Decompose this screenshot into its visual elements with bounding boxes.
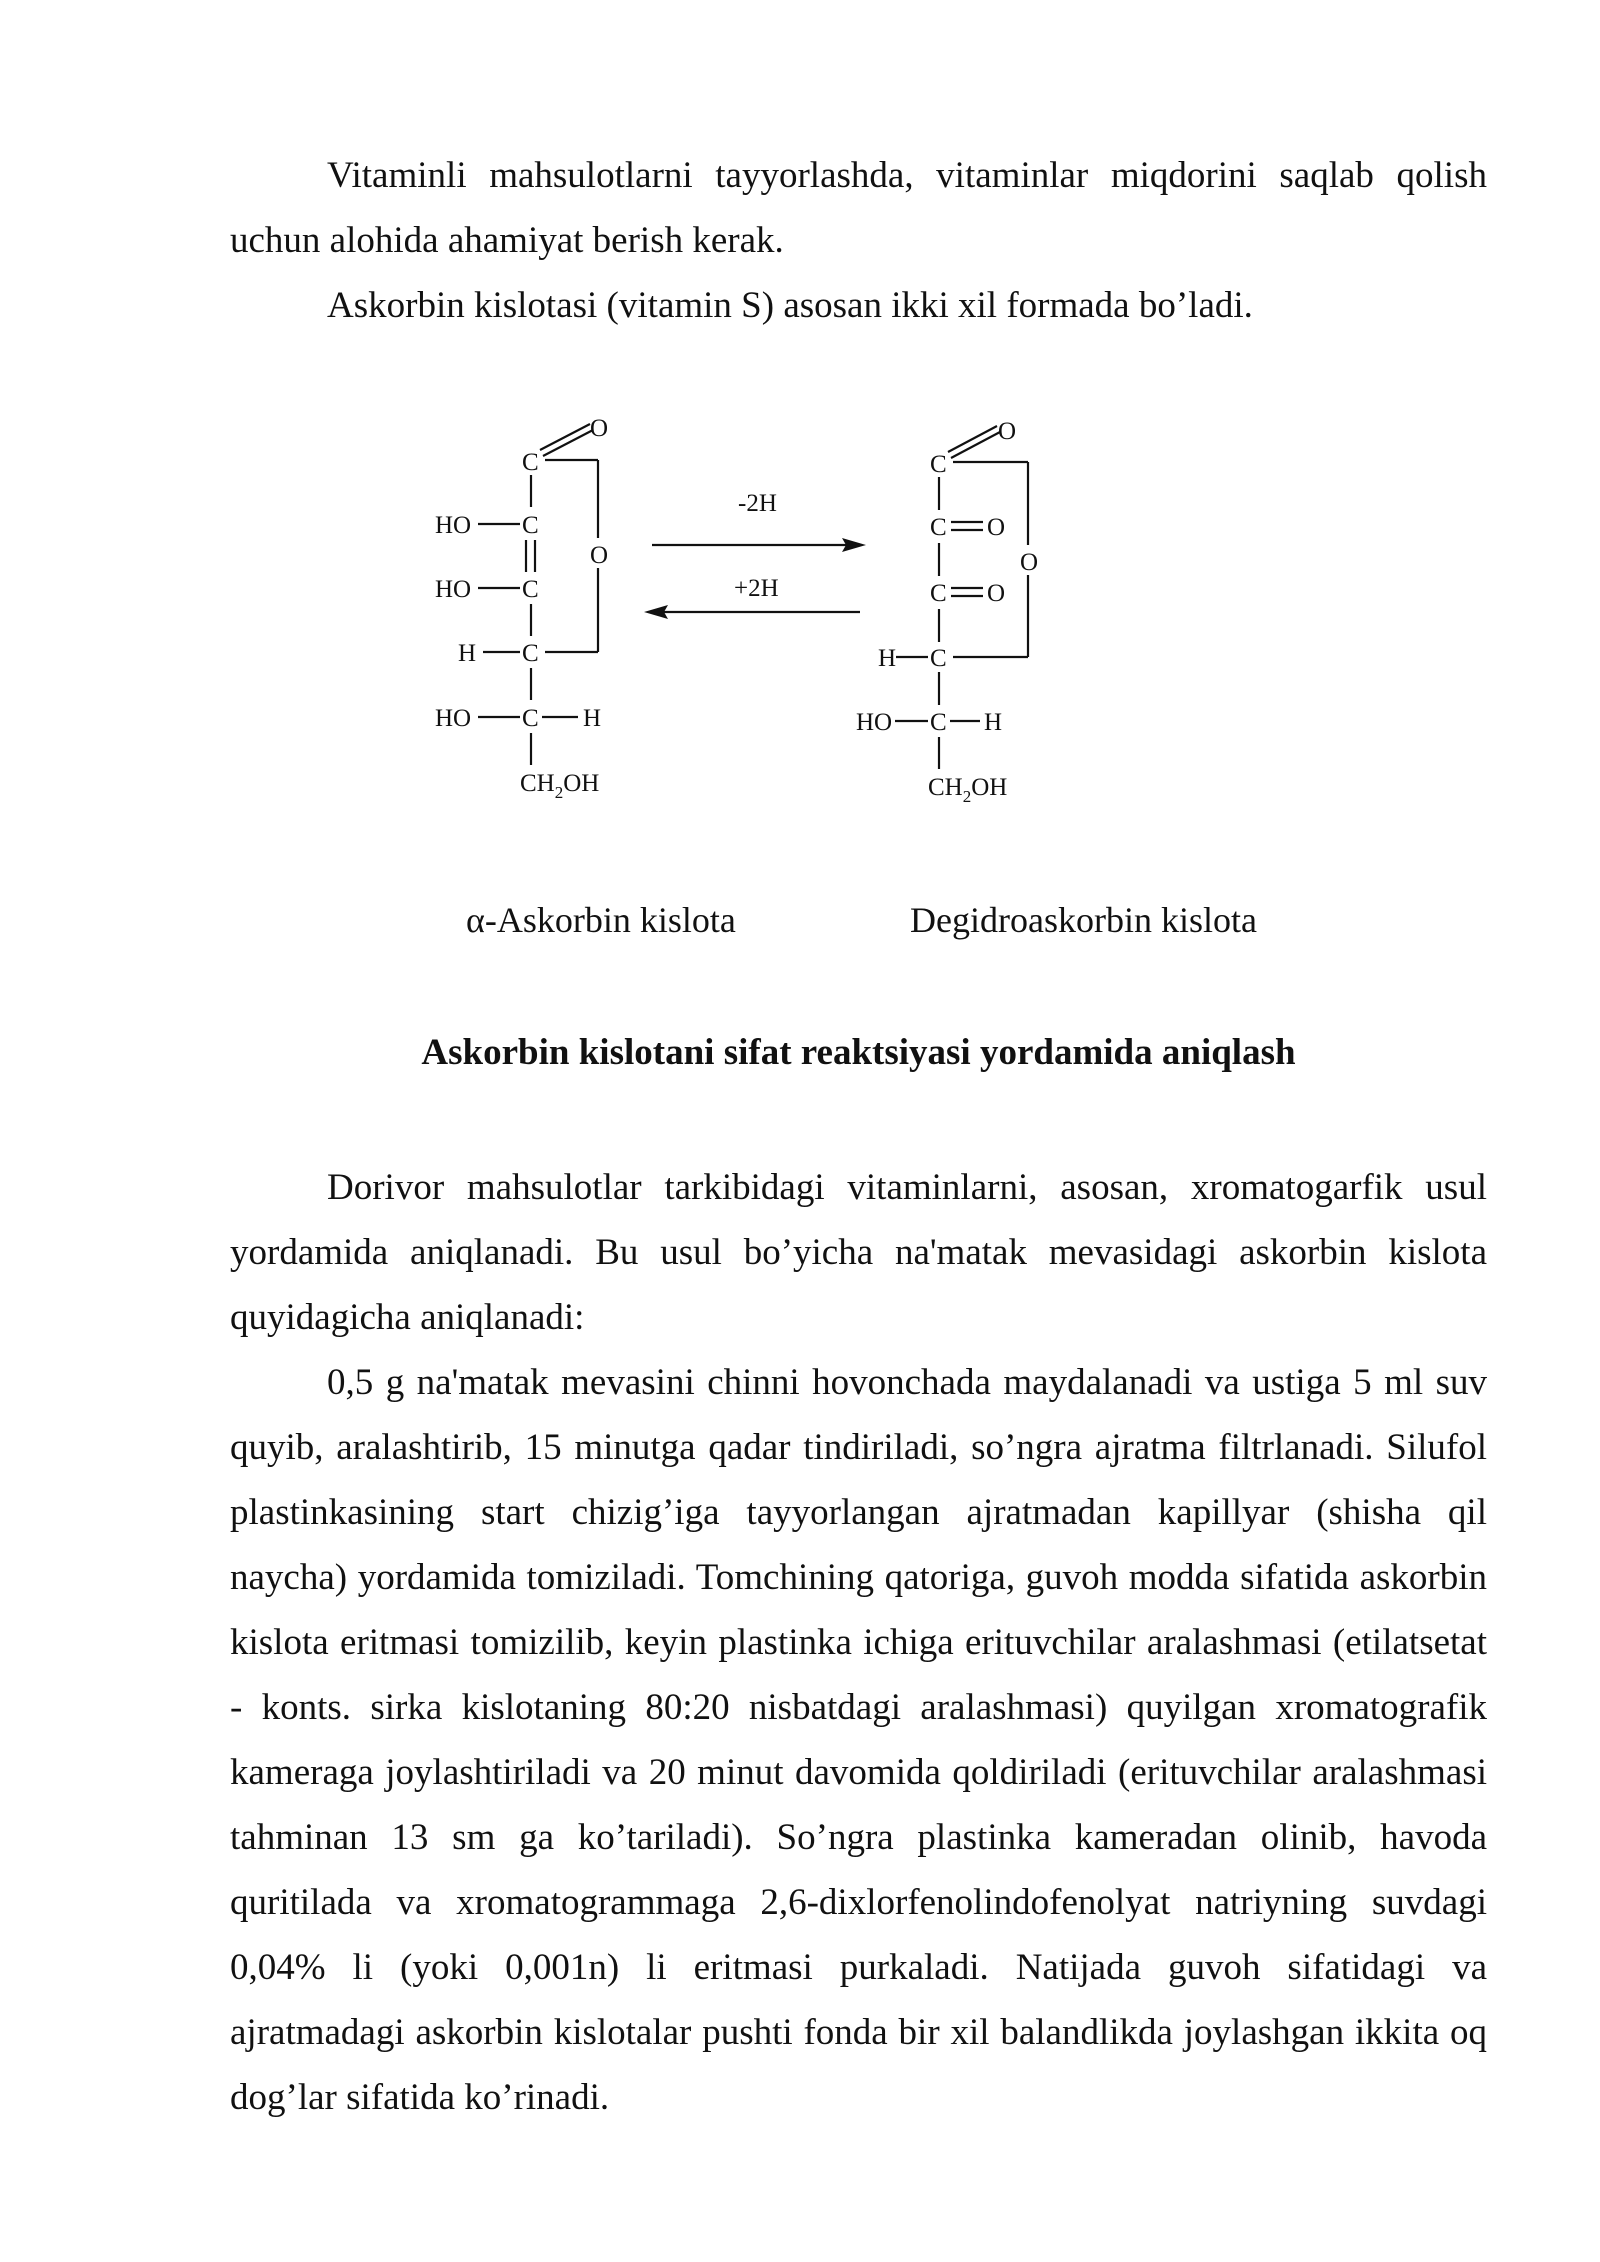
left-c3: C — [522, 576, 539, 603]
left-h5: H — [583, 705, 602, 732]
right-ch2oh: $CH_2OH$ — [928, 774, 1008, 806]
left-o-top: O — [590, 415, 609, 442]
right-o3: O — [987, 580, 1006, 607]
caption-ascorbic-acid: α-Askorbin kislota — [466, 900, 736, 940]
intro-paragraph-1: Vitaminli mahsulotlarni tayyorlashda, vitaminlar miqdorini saqlab qolish uchun alohida ahamiyat berish kerak. — [230, 155, 1487, 261]
right-c1: C — [930, 451, 947, 478]
left-ho1: HO — [435, 512, 472, 539]
left-h4: H — [458, 640, 477, 667]
left-c1: C — [522, 449, 539, 476]
section-heading: Askorbin kislotani sifat reaktsiyasi yordamida aniqlash — [421, 1032, 1296, 1073]
right-ho5: HO — [856, 709, 893, 736]
right-c3: C — [930, 580, 947, 607]
left-c5: C — [522, 705, 539, 732]
right-c5: C — [930, 709, 947, 736]
right-h5: H — [984, 709, 1003, 736]
right-c2: C — [930, 514, 947, 541]
intro-paragraph-2: Askorbin kislotasi (vitamin S) asosan ikki xil formada bo’ladi. — [327, 285, 1253, 326]
reaction-arrows — [644, 490, 866, 619]
left-c4: C — [522, 640, 539, 667]
body-text — [230, 1155, 1487, 2130]
right-ring-o: O — [1020, 549, 1039, 576]
right-c4: C — [930, 645, 947, 672]
right-h4: H — [878, 645, 897, 672]
reduction-label: +2H — [734, 575, 779, 602]
left-ch2oh: $CH_2OH$ — [520, 770, 600, 802]
left-ring-o: O — [590, 542, 609, 569]
left-c2: C — [522, 512, 539, 539]
body-paragraph-1: Dorivor mahsulotlar tarkibidagi vitaminlarni, asosan, xromatogarfik usul yordamida aniqlanadi. Bu usul bo’yicha na'matak mevasidagi askorbin kislota quyidagicha aniqlanadi: — [230, 1167, 1487, 1338]
body-paragraph-2: 0,5 g na'matak mevasini chinni hovonchada maydalanadi va ustiga 5 ml suv quyib, aralashtirib, 15 minutga qadar tindiriladi, so’ngra ajratma filtrlanadi. Silufol plastinkasining start chizig’iga tayyorlangan ajratmadan kapillyar (shisha qil naycha) yordamida tomiziladi. Tomchining qatoriga, guvoh modda sifatida askorbin kislota eritmasi tomizilib, keyin plastinka ichiga erituvchilar aralashmasi (etilatsetat - konts. sirka kislotaning 80:20 nisbatdagi aralashmasi) quyilgan xromatografik kameraga joylashtiriladi va 20 minut davomida qoldiriladi (erituvchilar aralashmasi tahminan 13 sm ga ko’tariladi). So’ngra plastinka kameradan olinib, havoda quritilada va xromatogrammaga 2,6-dixlorfenolindofenolyat natriyning suvdagi 0,04% li (yoki 0,001n) li eritmasi purkaladi. Natijada guvoh sifatidagi va ajratmadagi askorbin kislotalar pushti fonda bir xil balandlikda joylashgan ikkita oq dog’lar sifatida ko’rinadi. — [230, 1362, 1487, 2118]
left-ho5: HO — [435, 705, 472, 732]
oxidation-label: -2H — [738, 490, 777, 517]
right-o2: O — [987, 514, 1006, 541]
dehydroascorbic-acid-structure — [895, 426, 1028, 769]
right-o-top: O — [998, 418, 1017, 445]
intro-text — [230, 143, 1487, 338]
ascorbic-acid-reaction-diagram — [0, 400, 1600, 830]
caption-dehydroascorbic-acid: Degidroaskorbin kislota — [910, 900, 1257, 940]
left-ho2: HO — [435, 576, 472, 603]
